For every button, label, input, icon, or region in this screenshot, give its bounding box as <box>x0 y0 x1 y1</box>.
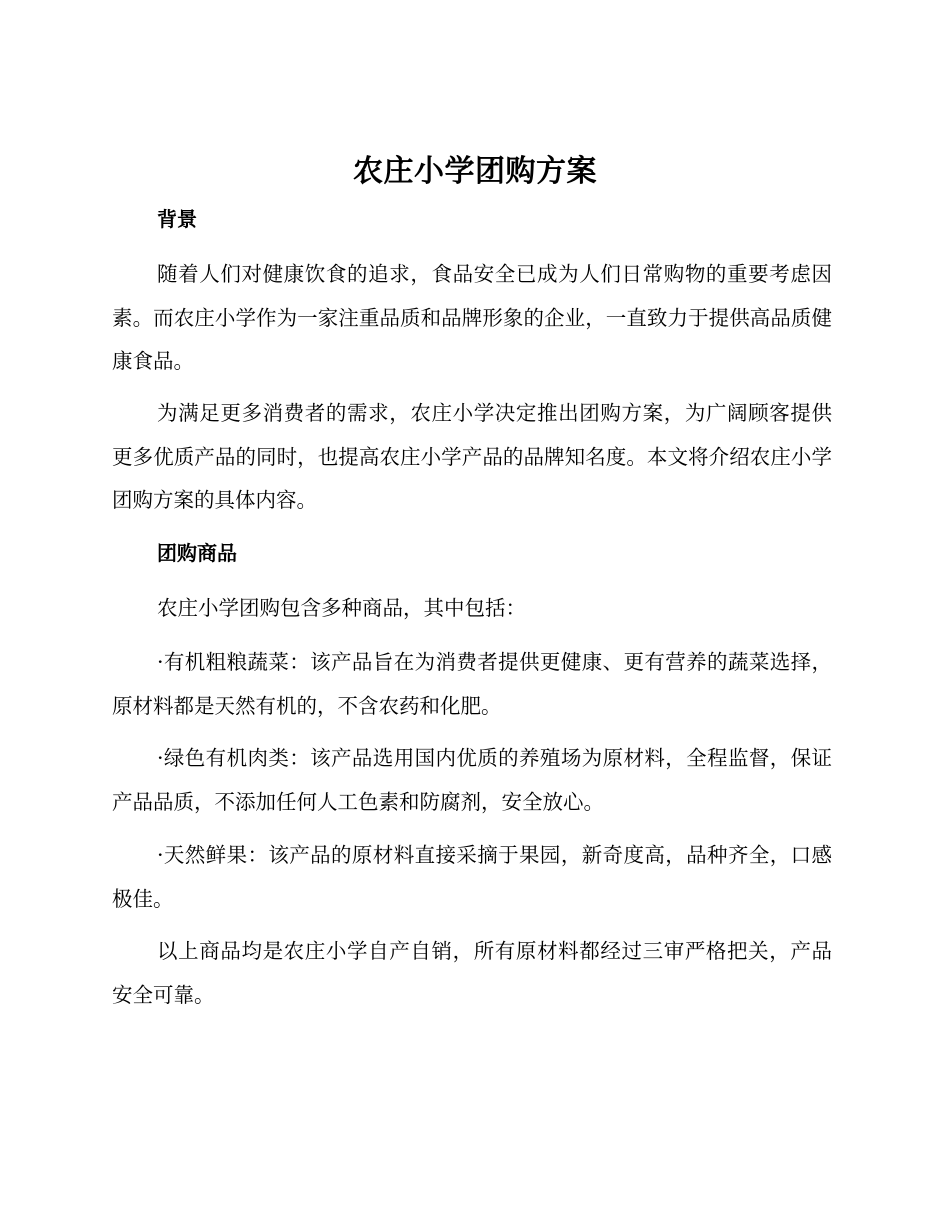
list-item-fresh-fruit: ·天然鲜果：该产品的原材料直接采摘于果园，新奇度高，品种齐全，口感极佳。 <box>112 843 832 911</box>
document-title: 农庄小学团购方案 <box>353 154 597 189</box>
section-heading-products: 团购商品 <box>157 541 237 565</box>
paragraph-background-1: 随着人们对健康饮食的追求，食品安全已成为人们日常购物的重要考虑因素。而农庄小学作为一家注重品质和品牌形象的企业，一直致力于提供高品质健康食品。 <box>112 262 832 373</box>
section-heading-background: 背景 <box>157 207 197 231</box>
list-item-organic-vegetables: ·有机粗粮蔬菜：该产品旨在为消费者提供更健康、更有营养的蔬菜选择，原材料都是天然有机的，不含农药和化肥。 <box>112 650 832 718</box>
list-item-organic-meat: ·绿色有机肉类：该产品选用国内优质的养殖场为原材料，全程监督，保证产品品质，不添加任何人工色素和防腐剂，安全放心。 <box>112 746 832 814</box>
paragraph-products-intro: 农庄小学团购包含多种商品，其中包括： <box>157 596 526 620</box>
paragraph-products-closing: 以上商品均是农庄小学自产自销，所有原材料都经过三审严格把关，产品安全可靠。 <box>112 939 832 1007</box>
paragraph-background-2: 为满足更多消费者的需求，农庄小学决定推出团购方案，为广阔顾客提供更多优质产品的同时，也提高农庄小学产品的品牌知名度。本文将介绍农庄小学团购方案的具体内容。 <box>112 401 832 512</box>
